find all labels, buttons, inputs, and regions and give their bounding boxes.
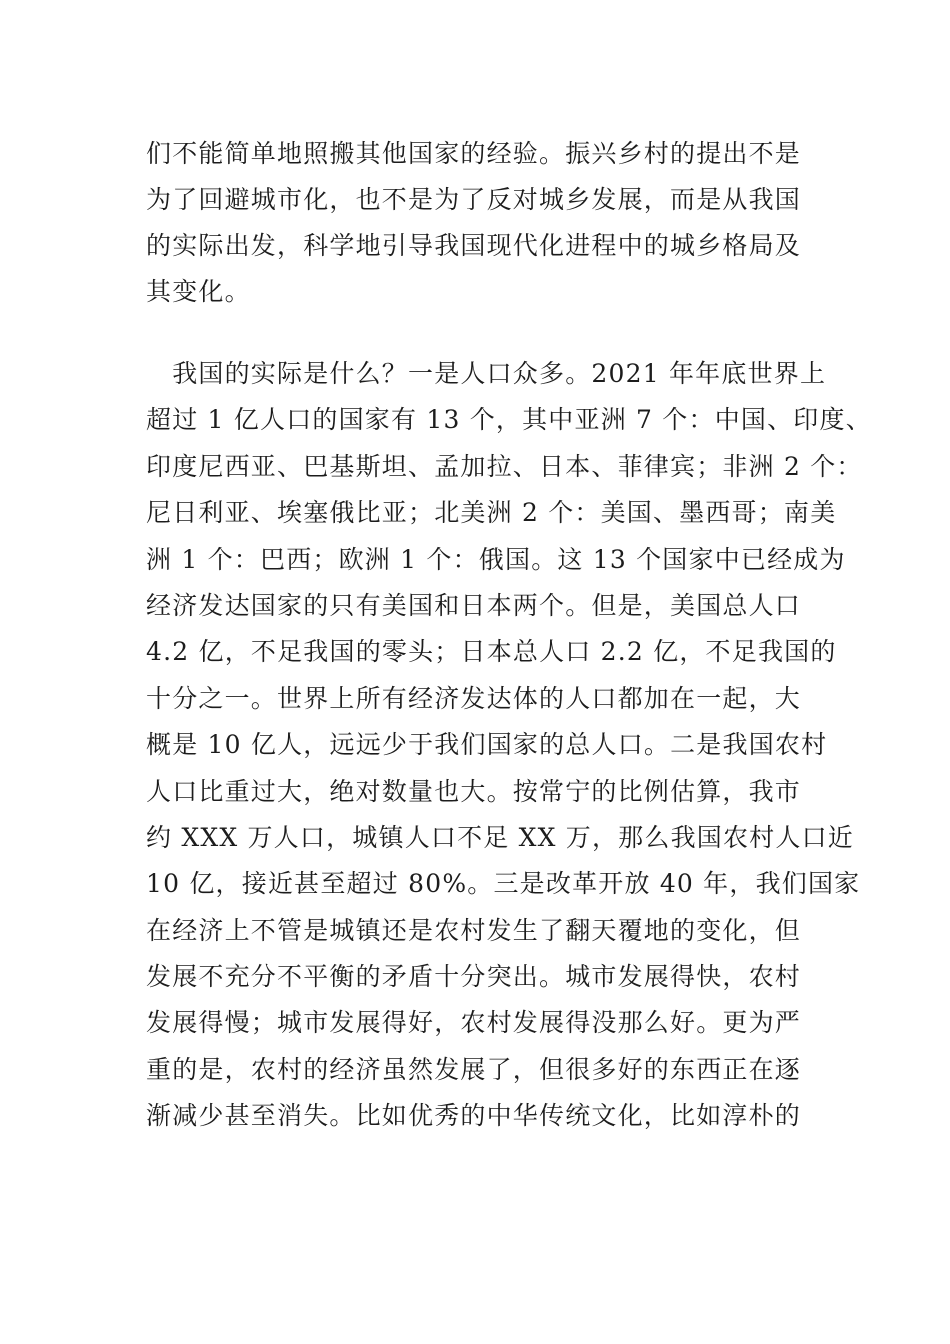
paragraph-2 — [146, 351, 872, 1140]
text-line: 人口比重过大，绝对数量也大。按常宁的比例估算，我市 — [146, 776, 802, 806]
text-line: 我国的实际是什么？一是人口众多。2021 年年底世界上 — [146, 359, 827, 388]
text-line: 经济发达国家的只有美国和日本两个。但是，美国总人口 — [146, 590, 802, 620]
text-line: 4.2 亿，不足我国的零头；日本总人口 2.2 亿，不足我国的 — [146, 637, 837, 667]
text-line: 的实际出发，科学地引导我国现代化进程中的城乡格局及 — [146, 231, 802, 260]
text-line: 为了回避城市化，也不是为了反对城乡发展，而是从我国 — [146, 185, 802, 214]
text-line: 约 XXX 万人口，城镇人口不足 XX 万，那么我国农村人口近 — [146, 822, 854, 852]
text-line: 其变化。 — [146, 277, 251, 306]
text-line: 们不能简单地照搬其他国家的经验。振兴乡村的提出不是 — [146, 139, 802, 168]
text-line: 渐减少甚至消失。比如优秀的中华传统文化，比如淳朴的 — [146, 1101, 802, 1131]
text-line: 尼日利亚、埃塞俄比亚；北美洲 2 个：美国、墨西哥；南美 — [146, 498, 837, 528]
text-line: 概是 10 亿人，远远少于我们国家的总人口。二是我国农村 — [146, 730, 828, 760]
paragraph-1 — [146, 131, 826, 315]
text-line: 发展得慢；城市发展得好，农村发展得没那么好。更为严 — [146, 1008, 802, 1038]
text-line: 10 亿，接近甚至超过 80%。三是改革开放 40 年，我们国家 — [146, 869, 861, 899]
text-line: 发展不充分不平衡的矛盾十分突出。城市发展得快，农村 — [146, 962, 802, 992]
text-line: 洲 1 个：巴西；欧洲 1 个：俄国。这 13 个国家中已经成为 — [146, 544, 846, 574]
text-line: 在经济上不管是城镇还是农村发生了翻天覆地的变化，但 — [146, 915, 802, 945]
text-line: 十分之一。世界上所有经济发达体的人口都加在一起，大 — [146, 683, 802, 713]
text-line: 印度尼西亚、巴基斯坦、孟加拉、日本、菲律宾；非洲 2 个： — [146, 451, 863, 481]
text-line: 重的是，农村的经济虽然发展了，但很多好的东西正在逐 — [146, 1054, 802, 1084]
text-line: 超过 1 亿人口的国家有 13 个，其中亚洲 7 个：中国、印度、 — [146, 405, 872, 435]
